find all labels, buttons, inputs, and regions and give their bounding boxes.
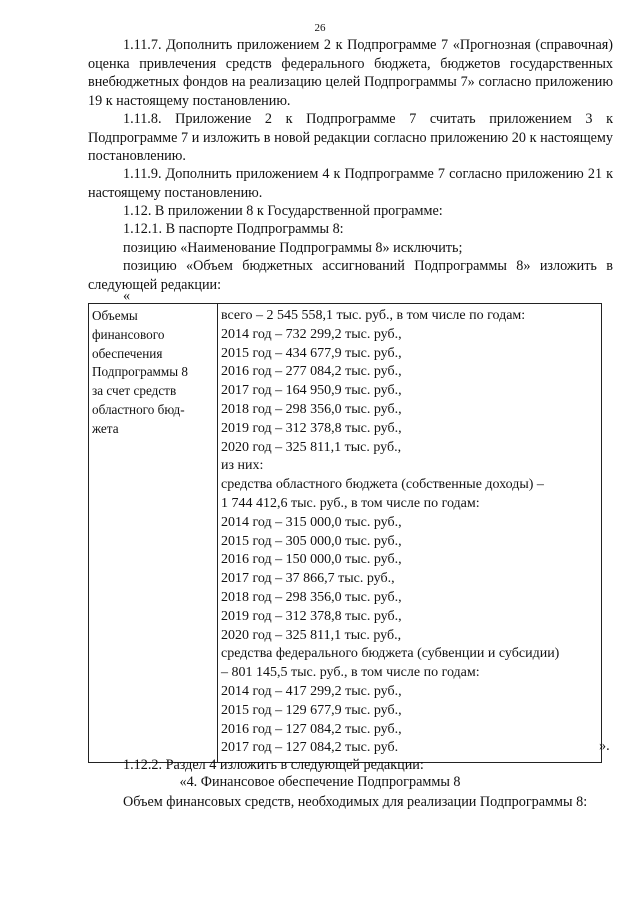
- paragraph-1-12-1: 1.12.1. В паспорте Подпрограммы 8:: [123, 221, 344, 237]
- budget-line: 2016 год – 150 000,0 тыс. руб.,: [221, 552, 402, 568]
- budget-line: 2014 год – 732 299,2 тыс. руб.,: [221, 326, 402, 342]
- budget-line: 2018 год – 298 356,0 тыс. руб.,: [221, 401, 402, 417]
- budget-line: средства федерального бюджета (субвенции и субсидии): [221, 646, 560, 662]
- budget-line: из них:: [221, 458, 264, 474]
- budget-line: 2019 год – 312 378,8 тыс. руб.,: [221, 420, 402, 436]
- budget-line: 2014 год – 315 000,0 тыс. руб.,: [221, 514, 402, 530]
- budget-line: 2015 год – 129 677,9 тыс. руб.,: [221, 702, 402, 718]
- left-label-line: Объемы: [92, 308, 138, 323]
- budget-line: 2018 год – 298 356,0 тыс. руб.,: [221, 589, 402, 605]
- budget-line: 1 744 412,6 тыс. руб., в том числе по годам:: [221, 495, 480, 511]
- budget-line: 2020 год – 325 811,1 тыс. руб.,: [221, 439, 402, 455]
- paragraph-1-11-7: 1.11.7. Дополнить приложением 2 к Подпрограмме 7 «Прогнозная (справочная) оценка привлечения средств федерального бюджета, бюджетов государственных внебюджетных фондов на реализацию целей Подпрограммы 7» согласно приложению 19 к настоящему постановлению.: [88, 37, 613, 109]
- paragraph-exclude-position: позицию «Наименование Подпрограммы 8» исключить;: [123, 240, 463, 256]
- left-label-line: жета: [92, 420, 119, 436]
- paragraph-budget-position: позицию «Объем бюджетных ассигнований Подпрограммы 8» изложить в следующей редакции:: [88, 258, 613, 293]
- left-label-line: областного бюд-: [92, 401, 185, 417]
- budget-line: средства областного бюджета (собственные доходы) –: [221, 477, 544, 493]
- budget-table: [88, 303, 602, 763]
- budget-line: 2017 год – 37 866,7 тыс. руб.,: [221, 571, 395, 587]
- budget-line: 2017 год – 127 084,2 тыс. руб.: [221, 740, 399, 756]
- paragraph-1-11-8: 1.11.8. Приложение 2 к Подпрограмме 7 считать приложением 3 к Подпрограмме 7 и изложить в новой редакции согласно приложению 20 к настоящему постановлению.: [88, 111, 613, 164]
- left-label-line: финансового: [92, 326, 165, 342]
- budget-line: всего – 2 545 558,1 тыс. руб., в том числе по годам:: [221, 308, 526, 323]
- budget-line: 2017 год – 164 950,9 тыс. руб.,: [221, 383, 402, 399]
- table-row: [89, 304, 602, 763]
- paragraph-1-12: 1.12. В приложении 8 к Государственной программе:: [123, 203, 443, 219]
- budget-line: 2020 год – 325 811,1 тыс. руб.,: [221, 627, 402, 643]
- table-left-cell: [89, 304, 218, 763]
- paragraph-1-12-2: 1.12.2. Раздел 4 изложить в следующей редакции:: [123, 757, 424, 773]
- left-label-line: за счет средств: [92, 383, 177, 399]
- left-label-line: обеспечения: [92, 345, 163, 361]
- page-number: 26: [314, 22, 326, 34]
- paragraph-1-11-9: 1.11.9. Дополнить приложением 4 к Подпрограмме 7 согласно приложению 21 к настоящему постановлению.: [88, 166, 613, 201]
- budget-line: 2019 год – 312 378,8 тыс. руб.,: [221, 608, 402, 624]
- budget-line: 2014 год – 417 299,2 тыс. руб.,: [221, 683, 402, 699]
- opening-quote: «: [123, 288, 131, 304]
- budget-line: 2016 год – 127 084,2 тыс. руб.,: [221, 721, 402, 737]
- closing-quote: ».: [599, 738, 610, 754]
- budget-line: 2016 год – 277 084,2 тыс. руб.,: [221, 364, 402, 380]
- budget-line: – 801 145,5 тыс. руб., в том числе по годам:: [221, 665, 480, 681]
- paragraph-financing-volume: Объем финансовых средств, необходимых для реализации Подпрограммы 8:: [123, 794, 588, 810]
- section-heading: «4. Финансовое обеспечение Подпрограммы 8: [179, 774, 461, 790]
- left-label-line: Подпрограммы 8: [92, 364, 188, 380]
- budget-line: 2015 год – 305 000,0 тыс. руб.,: [221, 533, 402, 549]
- table-right-cell: [218, 304, 602, 763]
- budget-line: 2015 год – 434 677,9 тыс. руб.,: [221, 345, 402, 361]
